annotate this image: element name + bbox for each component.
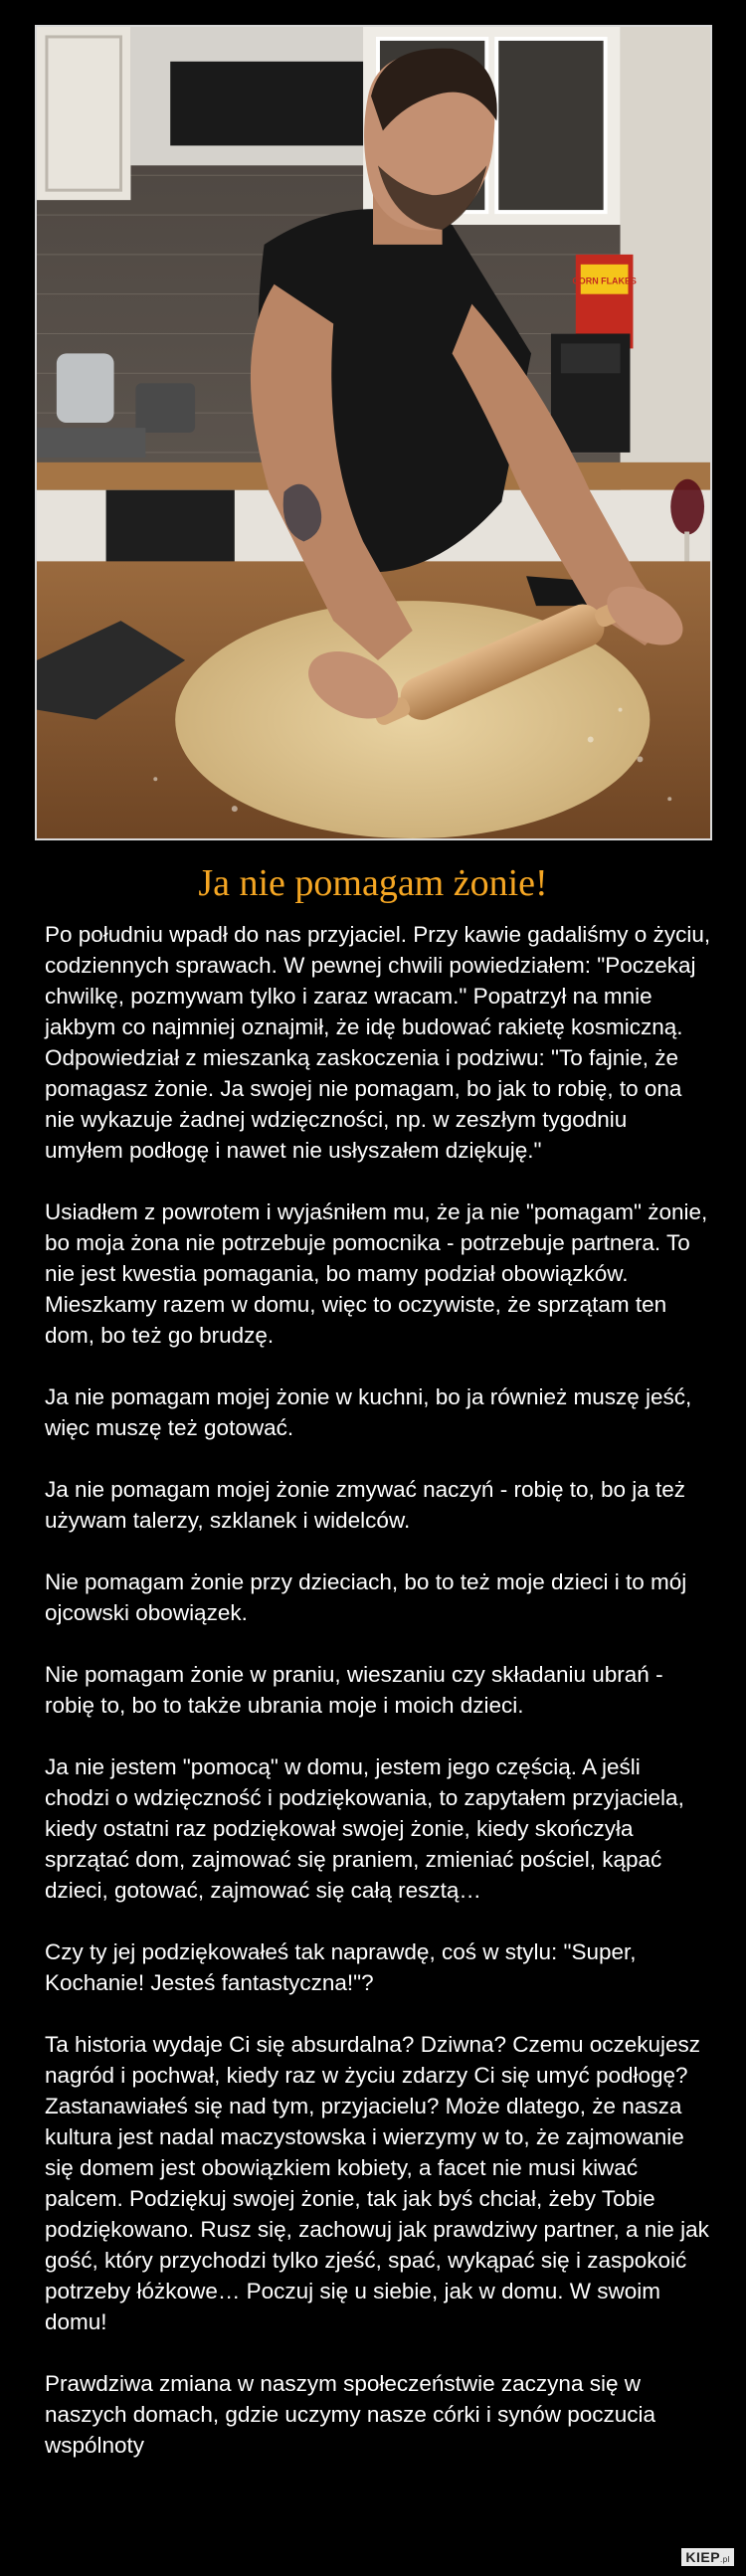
article-body (45, 919, 711, 2461)
article-paragraph: Prawdziwa zmiana w naszym społeczeństwie zaczyna się w naszych domach, gdzie uczymy nasze córki i synów poczucia wspólnoty (45, 2371, 656, 2458)
watermark-suffix: .pl (720, 2555, 730, 2564)
pot (135, 383, 195, 433)
toaster (57, 353, 114, 423)
article-paragraph: Ja nie pomagam mojej żonie zmywać naczyń - robię to, bo ja też używam talerzy, szklanek i widelców. (45, 1477, 686, 1533)
cabinet-left (37, 27, 130, 200)
article-paragraph: Czy ty jej podziękowałeś tak naprawdę, coś w stylu: "Super, Kochanie! Jesteś fantastyczna!"? (45, 1939, 637, 1995)
cereal-box-label: CORN FLAKES (572, 276, 637, 286)
article-title: Ja nie pomagam żonie! (198, 862, 548, 904)
wine-glass (670, 479, 704, 535)
article-paragraph: Ja nie pomagam mojej żonie w kuchni, bo ja również muszę jeść, więc muszę też gotować. (45, 1384, 692, 1440)
site-watermark[interactable] (681, 2548, 734, 2566)
article-paragraph: Ta historia wydaje Ci się absurdalna? Dziwna? Czemu oczekujesz nagród i pochwał, kiedy raz w życiu zdarzy Ci się umyć podłogę? Zastanawiałeś się nad tym, przyjacielu? Może dlatego, że nasza kultura jest nadal maczystowska i wierzymy w to, że zajmowanie się domem jest obowiązkiem kobiety, a facet nie musi kiwać palcem. Podziękuj swojej żonie, tak jak byś chciał, żeby Tobie podziękowano. Rusz się, zachowuj jak prawdziwy partner, a nie jak gość, który przychodzi tylko zjeść, spać, wykąpać się i zaspokoić potrzeby łóżkowe… Poczuj się u siebie, jak w domu. W swoim domu! (45, 2032, 709, 2334)
article-paragraph: Ja nie jestem "pomocą" w domu, jestem jego częścią. A jeśli chodzi o wdzięczność i podziękowania, to zapytałem przyjaciela, kiedy ostatni raz podziękował swojej żonie, kiedy skończyła sprzątać dom, zajmować się praniem, zmieniać pościel, kąpać dzieci, gotować, zajmować się całą resztą… (45, 1754, 684, 1903)
article-paragraph: Nie pomagam żonie przy dzieciach, bo to też moje dzieci i to mój ojcowski obowiązek. (45, 1569, 687, 1625)
man-rolling-dough-photo (37, 27, 710, 838)
article-paragraph: Usiadłem z powrotem i wyjaśniłem mu, że ja nie "pomagam" żonie, bo moja żona nie potrzebuje pomocnika - potrzebuje partnera. To nie jest kwestia pomagania, bo mamy podział obowiązków. Mieszkamy razem w domu, więc to oczywiste, że sprzątam ten dom, bo też go brudzę. (45, 1199, 708, 1348)
watermark-brand: KIEP (685, 2549, 721, 2565)
article-paragraph: Nie pomagam żonie w praniu, wieszaniu czy składaniu ubrań - robię to, bo to także ubrania moje i moich dzieci. (45, 1662, 663, 1718)
article-photo (35, 25, 712, 840)
article-paragraph: Po południu wpadł do nas przyjaciel. Przy kawie gadaliśmy o życiu, codziennych sprawach. W pewnej chwili powiedziałem: "Poczekaj chwilkę, pozmywam tylko i zaraz wracam." Popatrzył na mnie jakbym co najmniej oznajmił, że idę budować rakietę kosmiczną. Odpowiedział z mieszanką zaskoczenia i podziwu: "To fajnie, że pomagasz żonie. Ja swojej nie pomagam, bo jak to robię, to ona nie wykazuje żadnej wdzięczności, np. w zeszłym tygodniu umyłem podłogę i nawet nie usłyszałem dziękuję." (45, 922, 711, 1163)
